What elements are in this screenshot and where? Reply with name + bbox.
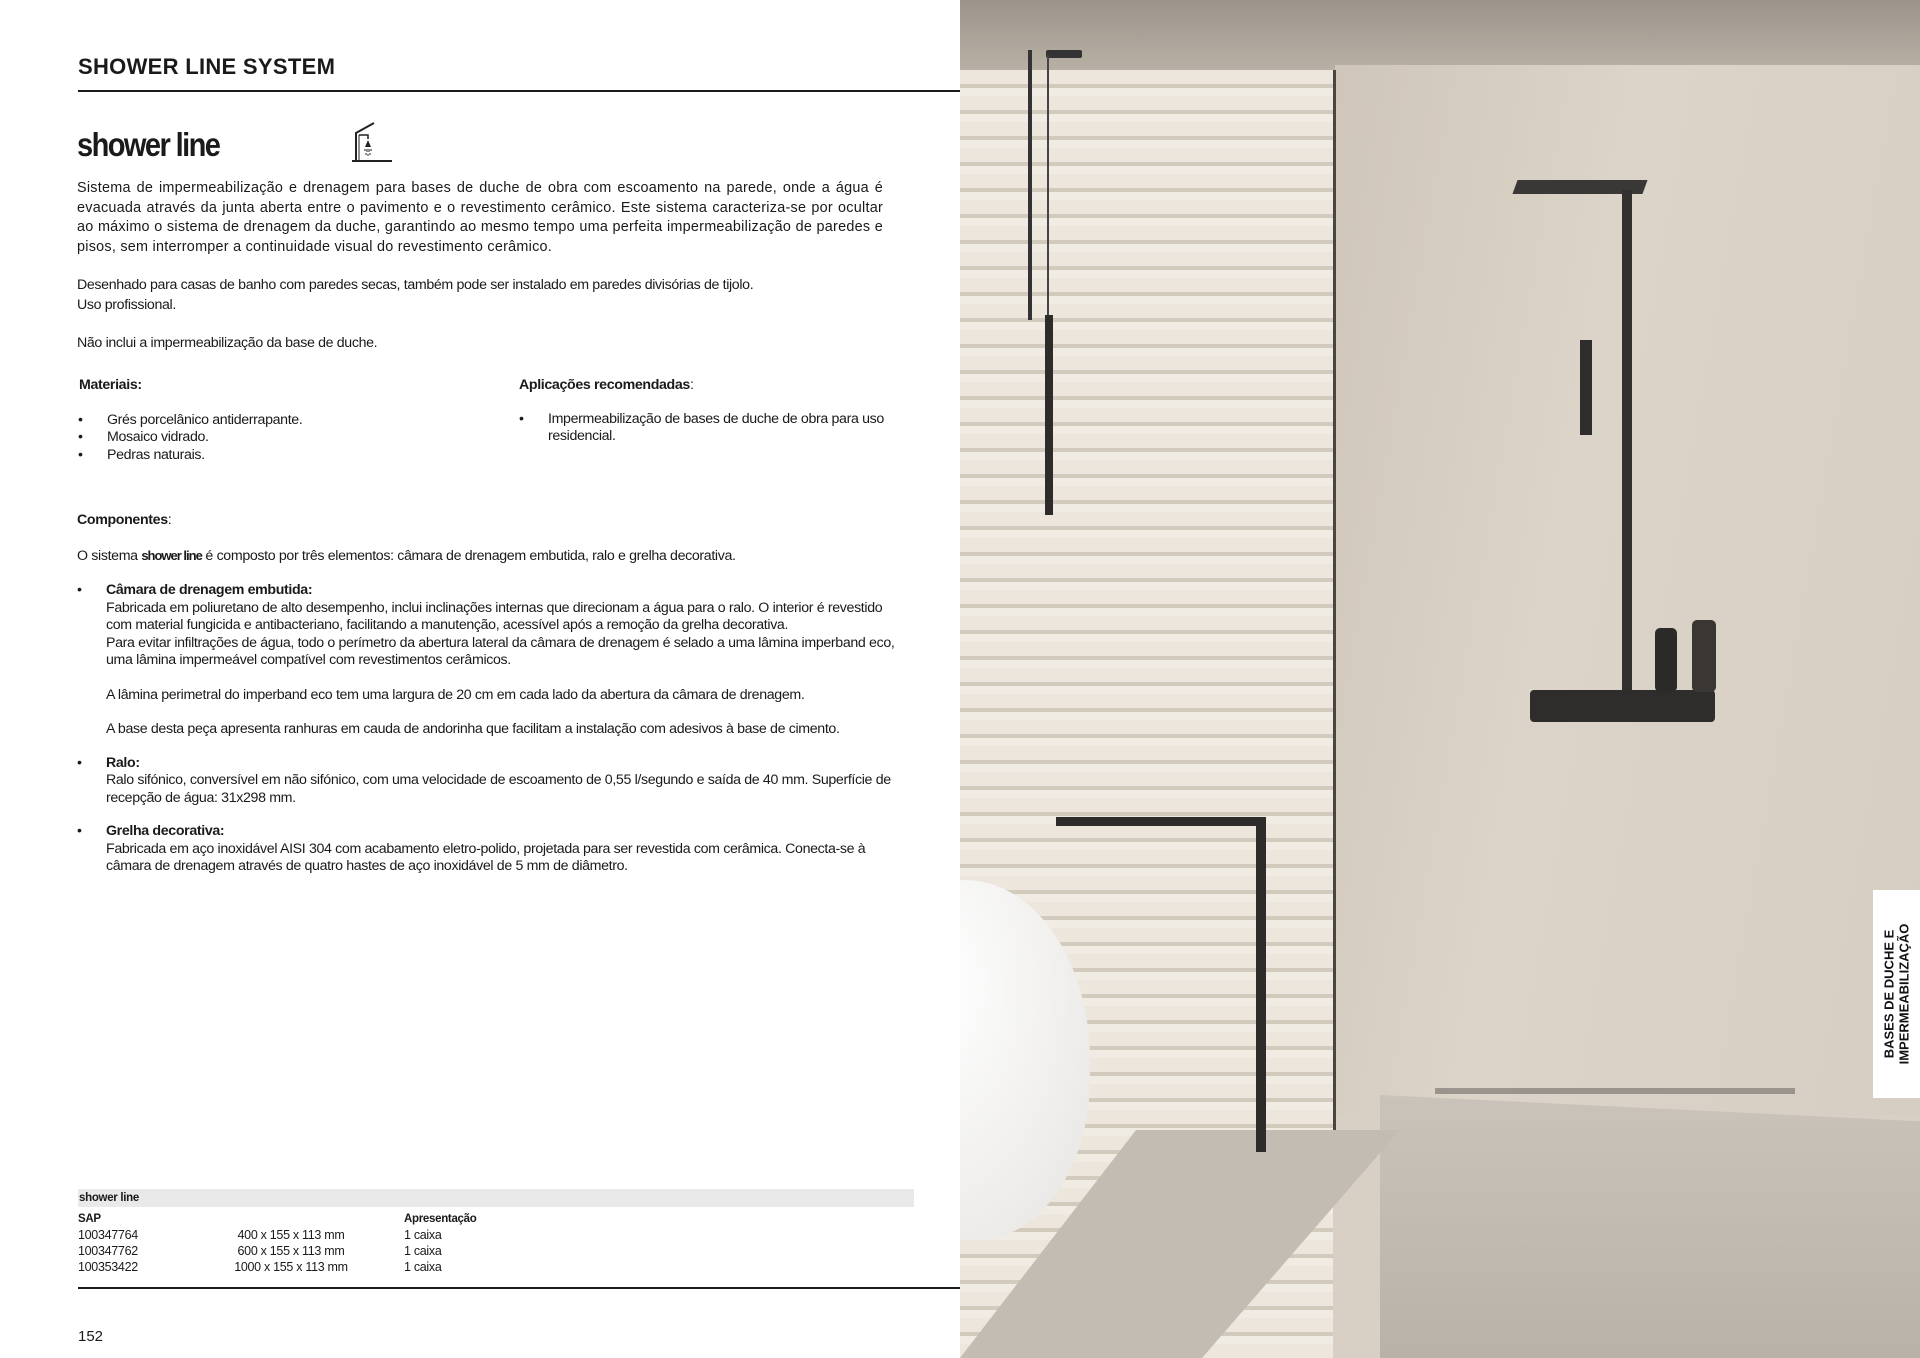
- bottle: [1655, 628, 1677, 692]
- cell: 600 x 155 x 113 mm: [237, 1244, 345, 1258]
- components-block: [77, 512, 907, 876]
- component-title: • Câmara de drenagem embutida:: [106, 582, 313, 598]
- list-item: • Pedras naturais.: [78, 447, 459, 465]
- page-number: 152: [78, 1328, 104, 1345]
- shower-icon: [350, 121, 394, 163]
- applications-heading: Aplicações recomendadas: [519, 377, 690, 393]
- footer-rule: [78, 1287, 960, 1289]
- component-item: [77, 755, 907, 808]
- text: Fabricada em poliuretano de alto desempenho, inclui inclinações internas que direcionam a água para o ralo. O interior é revestido com material fungicida e antibacteriano, facilitando a manutenção, acessível após a remoção da grelha decorativa.: [106, 599, 883, 633]
- tub-spout: [1056, 817, 1266, 826]
- text: é composto por três elementos: câmara de drenagem embutida, ralo e grelha decorativa.: [201, 547, 736, 564]
- table-title: shower line: [78, 1189, 914, 1207]
- component-title: • Grelha decorativa:: [106, 823, 225, 839]
- component-title: • Ralo:: [106, 754, 140, 771]
- pendant-cable: [1028, 50, 1032, 320]
- tub-faucet: [1256, 817, 1266, 1152]
- text: shower line: [141, 547, 202, 563]
- components-heading: Componentes: [77, 512, 168, 528]
- hand-shower: [1580, 340, 1592, 435]
- cell: 1000 x 155 x 113 mm: [234, 1260, 348, 1274]
- cell: 400 x 155 x 113 mm: [237, 1228, 345, 1242]
- intro-paragraph-3: Não inclui a impermeabilização da base de duche.: [77, 335, 378, 351]
- cell: 1 caixa: [404, 1228, 442, 1242]
- table-row: [78, 1227, 914, 1243]
- table-row: [78, 1243, 914, 1259]
- colon: :: [689, 377, 694, 393]
- cell: 100353422: [78, 1260, 138, 1274]
- pendant-lamp: [1045, 315, 1053, 515]
- list-item: • Impermeabilização de bases de duche de obra para uso residencial.: [519, 411, 899, 446]
- text: Para evitar infiltrações de água, todo o perímetro da abertura lateral da câmara de drenagem é selado a uma lâmina imperband eco, uma lâmina impermeável compatível com revestimentos cerâmicos.: [106, 634, 895, 668]
- component-item: [77, 582, 907, 739]
- pendant-canopy: [1046, 50, 1082, 58]
- side-tab-line: IMPERMEABILIZAÇÃO: [1896, 923, 1912, 1065]
- text: A base desta peça apresenta ranhuras em cauda de andorinha que facilitam a instalação com adesivos à base de cimento.: [106, 721, 840, 737]
- section-title: SHOWER LINE SYSTEM: [78, 54, 336, 79]
- product-table: [78, 1189, 914, 1275]
- pendant-wire: [1047, 55, 1049, 315]
- cell: 1 caixa: [404, 1244, 442, 1258]
- intro-paragraph: Sistema de impermeabilização e drenagem para bases de duche de obra com escoamento na parede, onde a água é evacuada através da junta aberta entre o pavimento e o revestimento cerâmico. Este sistema caracteriza-se por ocultar ao máximo o sistema de drenagem da duche, garantindo ao mesmo tempo uma perfeita impermeabilização de paredes e pisos, sem interromper a continuidade visual do revestimento cerâmico.: [77, 180, 883, 255]
- list-item: • Mosaico vidrado.: [78, 429, 459, 447]
- cell: 100347764: [78, 1228, 138, 1242]
- materials-heading: Materiais:: [79, 377, 142, 393]
- text: Desenhado para casas de banho com paredes secas, também pode ser instalado em paredes divisórias de tijolo.: [77, 277, 754, 293]
- text: O sistema: [77, 547, 142, 564]
- text: Ralo sifónico, conversível em não sifónico, com uma velocidade de escoamento de 0,55 l/segundo e saída de 40 mm. Superfície de recepção de água: 31x298 mm.: [106, 772, 891, 806]
- bathroom-photo: [960, 0, 1920, 1358]
- thermostatic-shelf: [1530, 690, 1715, 722]
- text: A lâmina perimetral do imperband eco tem uma largura de 20 cm em cada lado da abertura da câmara de drenagem.: [106, 686, 805, 703]
- applications-block: [519, 376, 899, 446]
- drain-line: [1435, 1088, 1795, 1094]
- shower-column: [1622, 190, 1632, 700]
- header-sap: SAP: [78, 1213, 101, 1225]
- product-title: shower line: [77, 126, 220, 163]
- side-tab-line: BASES DE DUCHE E: [1881, 929, 1897, 1059]
- materials-block: [79, 376, 459, 464]
- table-row: [78, 1259, 914, 1275]
- intro-paragraph-2: [77, 276, 907, 315]
- text: Uso profissional.: [77, 296, 176, 313]
- header-presentation: Apresentação: [404, 1213, 477, 1225]
- glass-edge: [1333, 70, 1336, 1140]
- header-rule: [78, 90, 960, 92]
- colon: :: [167, 512, 172, 528]
- floor: [1380, 1095, 1920, 1358]
- component-item: [77, 823, 907, 876]
- components-intro: [77, 547, 907, 566]
- table-header: [78, 1211, 914, 1227]
- bottle: [1692, 620, 1716, 692]
- cell: 100347762: [78, 1244, 138, 1258]
- list-item: • Grés porcelânico antiderrapante.: [78, 412, 459, 430]
- text: Fabricada em aço inoxidável AISI 304 com acabamento eletro-polido, projetada para ser revestida com cerâmica. Conecta-se à câmara de drenagem através de quatro hastes de aço inoxidável de 5 mm de diâmetro.: [106, 840, 866, 874]
- cell: 1 caixa: [404, 1260, 442, 1274]
- side-tab: [1873, 890, 1920, 1098]
